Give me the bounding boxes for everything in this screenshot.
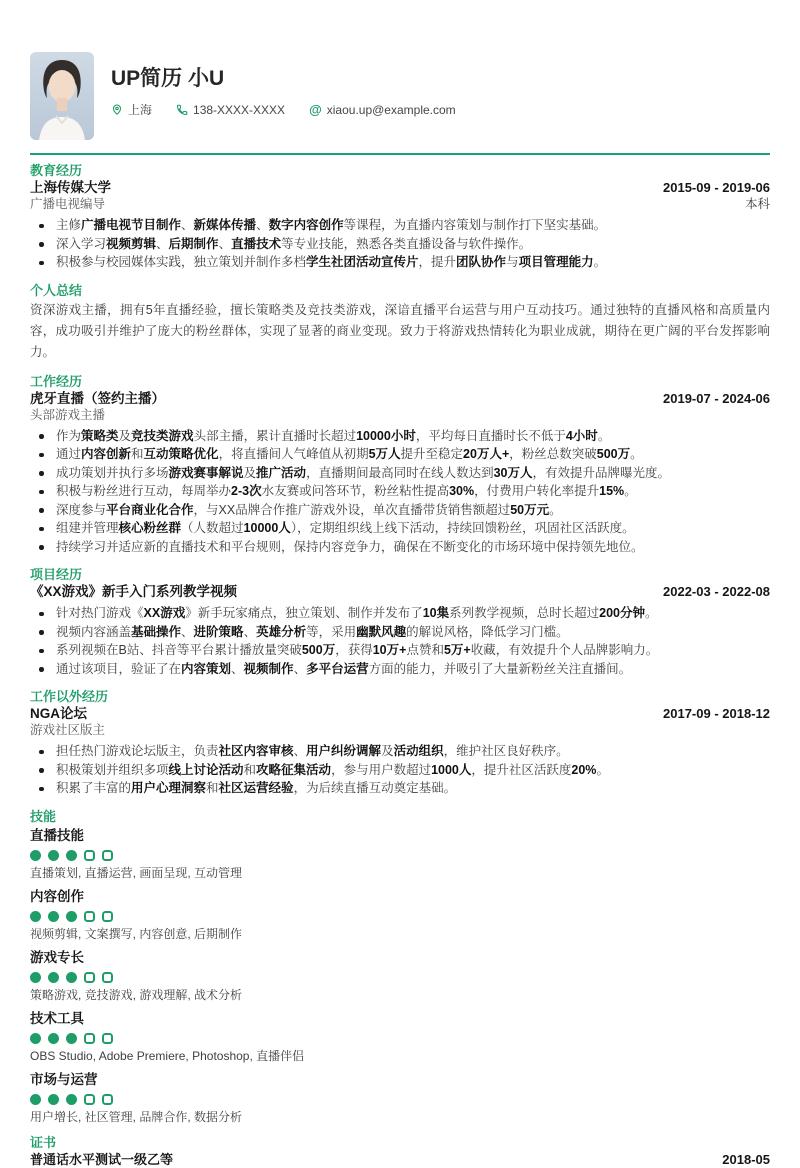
skill-dot-empty (84, 911, 95, 922)
bullet-item: 深度参与平台商业化合作，与XX品牌合作推广游戏外设，单次直播带货销售额超过50万元。 (30, 501, 770, 520)
extra-entry-header (30, 706, 770, 722)
skill-dot-filled (30, 1094, 41, 1105)
summary-text: 资深游戏主播，拥有5年直播经验，擅长策略类及竞技类游戏，深谙直播平台运营与用户互动技巧。通过独特的直播风格和高质量内容，成功吸引并维护了庞大的粉丝群体，实现了显著的商业变现。致力于将游戏热情转化为职业成就，期待在更广阔的平台发挥影响力。 (30, 302, 770, 359)
education-degree: 本科 (744, 197, 770, 211)
skill-dot-filled (48, 911, 59, 922)
skill-dot-filled (66, 1033, 77, 1044)
skill-groups (30, 828, 770, 1124)
certificate-name: 普通话水平测试一级乙等 (30, 1151, 174, 1167)
bullet-item: 成功策划并执行多场游戏赛事解说及推广活动，直播期间最高同时在线人数达到30万人，有效提升品牌曝光度。 (30, 464, 770, 483)
bullet-item: 担任热门游戏论坛版主，负责社区内容审核、用户纠纷调解及活动组织，维护社区良好秩序。 (30, 742, 770, 761)
candidate-name: UP简历 小U (111, 67, 225, 90)
skill-dot-empty (102, 911, 113, 922)
section-title-certificates: 证书 (30, 1134, 57, 1150)
work-entry-header (30, 391, 770, 407)
skill-level (30, 1094, 770, 1105)
section-certificates (30, 1135, 770, 1168)
skill-name: 市场与运营 (30, 1071, 98, 1087)
work-entry-subheader (30, 408, 770, 423)
skill-dot-filled (66, 1094, 77, 1105)
contact-location (111, 101, 152, 118)
skill-name: 游戏专长 (30, 949, 84, 965)
contact-row (111, 101, 480, 118)
skill-dot-empty (102, 1033, 113, 1044)
at-icon: @ (309, 101, 322, 117)
skill-group (30, 889, 770, 941)
skill-group (30, 1072, 770, 1124)
bullet-item: 通过内容创新和互动策略优化，将直播间人气峰值从初期5万人提升至稳定20万人+，粉丝总数突破500万。 (30, 445, 770, 464)
skill-dot-filled (30, 972, 41, 983)
section-title-extra: 工作以外经历 (30, 689, 109, 704)
skill-group (30, 1011, 770, 1063)
project-date: 2022-03 - 2022-08 (663, 584, 770, 599)
skill-dot-empty (102, 850, 113, 861)
skill-group (30, 828, 770, 880)
skill-dot-empty (102, 972, 113, 983)
company-name: 虎牙直播（签约主播） (30, 390, 165, 406)
skill-dot-filled (48, 850, 59, 861)
skill-name: 技术工具 (30, 1010, 84, 1026)
skill-dot-filled (30, 850, 41, 861)
section-extra (30, 689, 770, 798)
bullet-item: 视频内容涵盖基础操作、进阶策略、英雄分析等，采用幽默风趣的解说风格，降低学习门槛。 (30, 623, 770, 642)
education-entry-subheader (30, 197, 770, 212)
skill-dot-empty (84, 1033, 95, 1044)
location-icon (111, 103, 123, 116)
project-title: 《XX游戏》新手入门系列教学视频 (30, 584, 238, 599)
section-project (30, 567, 770, 678)
skill-dot-filled (48, 1033, 59, 1044)
education-major: 广播电视编导 (30, 197, 106, 211)
skill-dot-empty (84, 1094, 95, 1105)
bullet-item: 积极参与校园媒体实践，独立策划并制作多档学生社团活动宣传片，提升团队协作与项目管理能力。 (30, 253, 770, 272)
bullet-item: 主修广播电视节目制作、新媒体传播、数字内容创作等课程，为直播内容策划与制作打下坚实基础。 (30, 216, 770, 235)
bullet-item: 持续学习并适应新的直播技术和平台规则，保持内容竞争力，确保在不断变化的市场环境中保持领先地位。 (30, 538, 770, 557)
skill-level (30, 972, 770, 983)
skill-keywords: 直播策划, 直播运营, 画面呈现, 互动管理 (30, 865, 243, 880)
header-divider (30, 153, 770, 155)
skill-dot-filled (66, 850, 77, 861)
resume-body (0, 163, 800, 1168)
skill-group (30, 950, 770, 1002)
skill-name: 内容创作 (30, 888, 84, 904)
skill-dot-filled (30, 1033, 41, 1044)
bullet-item: 作为策略类及竞技类游戏头部主播，累计直播时长超过10000小时，平均每日直播时长不低于4小时。 (30, 427, 770, 446)
skill-level (30, 1033, 770, 1044)
skill-keywords: OBS Studio, Adobe Premiere, Photoshop, 直播伴侣 (30, 1048, 305, 1063)
header-info (94, 52, 480, 118)
extra-entry-subheader (30, 723, 770, 738)
skill-dot-empty (84, 850, 95, 861)
extra-date: 2017-09 - 2018-12 (663, 706, 770, 721)
section-skills (30, 809, 770, 1124)
work-role: 头部游戏主播 (30, 407, 106, 422)
education-date: 2015-09 - 2019-06 (663, 180, 770, 195)
skill-dot-filled (66, 911, 77, 922)
contact-email (309, 103, 456, 117)
skill-keywords: 用户增长, 社区管理, 品牌合作, 数据分析 (30, 1109, 243, 1124)
skill-keywords: 视频剪辑, 文案撰写, 内容创意, 后期制作 (30, 926, 243, 941)
bullet-item: 通过该项目，验证了在内容策划、视频制作、多平台运营方面的能力，并吸引了大量新粉丝关注直播间。 (30, 660, 770, 679)
extra-role: 游戏社区版主 (30, 723, 106, 737)
skill-dot-empty (84, 972, 95, 983)
project-bullets (30, 604, 770, 678)
section-summary (30, 283, 770, 363)
section-title-education: 教育经历 (30, 163, 83, 178)
phone-icon (176, 104, 188, 116)
skill-dot-filled (48, 1094, 59, 1105)
contact-phone-text: 138-XXXX-XXXX (193, 102, 286, 117)
education-entry-header (30, 180, 770, 196)
certificate-item (30, 1152, 770, 1168)
work-date: 2019-07 - 2024-06 (663, 390, 770, 406)
section-title-project: 项目经历 (30, 567, 83, 582)
work-bullets (30, 427, 770, 557)
contact-location-text: 上海 (128, 103, 153, 117)
certificate-date: 2018-05 (722, 1151, 770, 1167)
header (0, 0, 800, 140)
skill-level (30, 850, 770, 861)
section-title-skills: 技能 (30, 808, 57, 824)
section-title-summary: 个人总结 (30, 282, 83, 298)
contact-email-text: xiaou.up@example.com (326, 102, 456, 117)
bullet-item: 深入学习视频剪辑、后期制作、直播技术等专业技能，熟悉各类直播设备与软件操作。 (30, 235, 770, 254)
bullet-item: 系列视频在B站、抖音等平台累计播放量突破500万，获得10万+点赞和5万+收藏，有效提升个人品牌影响力。 (30, 641, 770, 660)
project-entry-header (30, 584, 770, 600)
bullet-item: 组建并管理核心粉丝群（人数超过10000人），定期组织线上线下活动，持续回馈粉丝，巩固社区活跃度。 (30, 519, 770, 538)
skill-level (30, 911, 770, 922)
section-education (30, 163, 770, 272)
skill-name: 直播技能 (30, 827, 84, 843)
skill-dot-filled (66, 972, 77, 983)
organization-name: NGA论坛 (30, 706, 87, 721)
school-name: 上海传媒大学 (30, 180, 111, 195)
portrait-illustration (30, 52, 94, 140)
bullet-item: 针对热门游戏《XX游戏》新手玩家痛点，独立策划、制作并发布了10集系列教学视频，总时长超过200分钟。 (30, 604, 770, 623)
skill-dot-filled (48, 972, 59, 983)
skill-dot-empty (102, 1094, 113, 1105)
skill-dot-filled (30, 911, 41, 922)
bullet-item: 积累了丰富的用户心理洞察和社区运营经验，为后续直播互动奠定基础。 (30, 779, 770, 798)
profile-photo (30, 52, 94, 140)
contact-phone (176, 103, 285, 117)
extra-bullets (30, 742, 770, 798)
section-work (30, 374, 770, 557)
skill-keywords: 策略游戏, 竞技游戏, 游戏理解, 战术分析 (30, 987, 243, 1002)
education-bullets (30, 216, 770, 272)
section-title-work: 工作经历 (30, 373, 83, 389)
bullet-item: 积极与粉丝进行互动，每周举办2-3次水友赛或问答环节，粉丝粘性提高30%，付费用户转化率提升15%。 (30, 482, 770, 501)
bullet-item: 积极策划并组织多项线上讨论活动和攻略征集活动，参与用户数超过1000人，提升社区活跃度20%。 (30, 761, 770, 780)
